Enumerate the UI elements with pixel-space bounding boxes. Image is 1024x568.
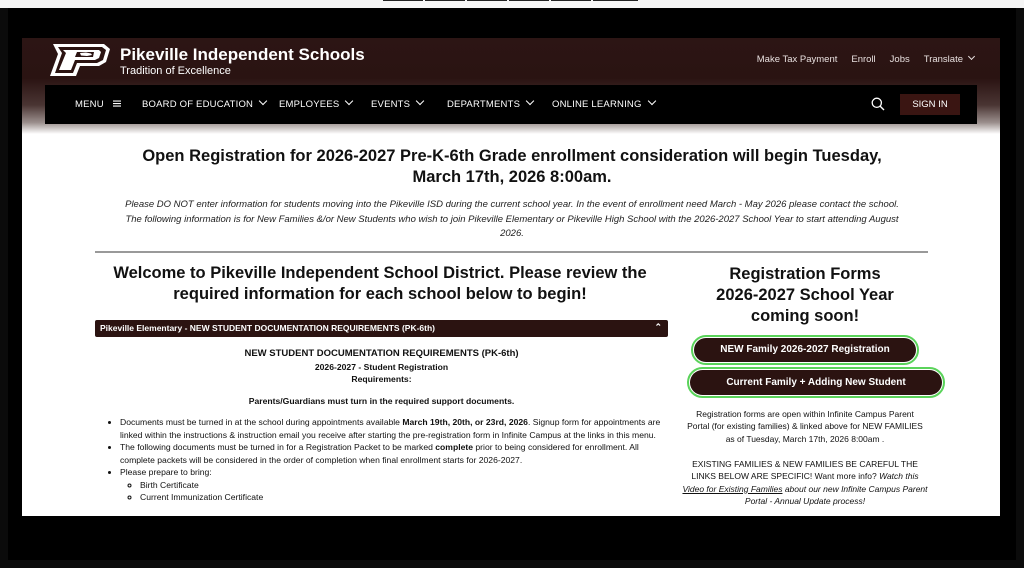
nav-board-of-education[interactable] xyxy=(142,99,266,110)
tab-bar-mark xyxy=(383,0,423,1)
list-item: ◦ Current Immunization Certificate xyxy=(140,491,668,504)
school-name[interactable]: Pikeville Independent Schools xyxy=(120,45,365,64)
list-item xyxy=(120,416,668,441)
current-family-registration-button[interactable]: Current Family + Adding New Student xyxy=(690,370,942,395)
menu-button[interactable] xyxy=(75,99,121,110)
site-header xyxy=(22,38,1000,134)
chevron-down-icon xyxy=(345,97,353,105)
registration-forms-title xyxy=(677,264,933,327)
existing-families-video-link[interactable]: Video for Existing Families xyxy=(682,483,783,494)
nav-employees[interactable] xyxy=(279,99,352,110)
chevron-down-icon xyxy=(968,53,975,60)
top-utility-links xyxy=(757,54,974,65)
nav-label: EVENTS xyxy=(371,99,411,110)
warning-tail-text: about our new Infinite Campus Parent Portal - Annual Update process! xyxy=(744,483,928,506)
welcome-line: Welcome to Pikeville Independent School District. Please review the xyxy=(113,264,647,282)
registration-headline xyxy=(82,146,942,188)
list-text: Documents must be turned in at the school during appointments available xyxy=(120,417,403,427)
browser-top-strip xyxy=(0,0,1024,8)
menu-label: MENU xyxy=(75,99,104,110)
enroll-link[interactable]: Enroll xyxy=(851,54,876,65)
tab-bar-mark xyxy=(425,0,465,1)
chevron-down-icon xyxy=(526,97,534,105)
headline-line: March 17th, 2026 8:00am. xyxy=(412,168,612,186)
accordion-title: Pikeville Elementary - NEW STUDENT DOCUMENTATION REQUIREMENTS (PK-6th) xyxy=(100,323,435,333)
registration-info: Registration forms are open within Infinite Campus Parent Portal (for existing families) & linked above for NEW FAMILIES as of Tuesday, March 17th, 2026 8:00am . xyxy=(687,409,923,444)
registration-note xyxy=(82,198,942,242)
title-line: 2026-2027 School Year xyxy=(716,286,894,304)
chevron-down-icon xyxy=(259,97,267,105)
make-tax-payment-link[interactable]: Make Tax Payment xyxy=(756,54,838,65)
title-line: coming soon! xyxy=(750,307,860,325)
nav-online-learning[interactable] xyxy=(552,99,655,110)
list-text: . Signup form for appointments are linked within the instructions & instruction email you receive after starting the pre-registration form in Infinite Campus at the links in this menu. xyxy=(120,417,661,440)
list-item xyxy=(120,441,668,466)
chevron-down-icon xyxy=(416,97,424,105)
requirements-subheading: 2026-2027 - Student Registration xyxy=(314,361,449,372)
chevron-down-icon xyxy=(647,97,655,105)
appointment-dates: March 19th, 20th, or 23rd, 2026 xyxy=(402,417,528,427)
divider xyxy=(95,251,928,253)
hamburger-icon xyxy=(113,100,121,107)
families-warning xyxy=(682,458,928,507)
complete-emphasis: complete xyxy=(435,442,474,452)
school-tagline: Tradition of Excellence xyxy=(120,65,231,77)
requirements-heading: NEW STUDENT DOCUMENTATION REQUIREMENTS (PK-6th) xyxy=(244,348,519,359)
warning-text: EXISTING FAMILIES & NEW FAMILIES BE CAREFUL THE LINKS BELOW ARE SPECIFIC! Want more info? xyxy=(691,459,918,482)
title-line: Registration Forms xyxy=(729,265,881,283)
tab-bar-mark xyxy=(509,0,549,1)
nav-events[interactable] xyxy=(371,99,423,110)
requirements-subheading: Requirements: xyxy=(351,374,412,384)
translate-label: Translate xyxy=(923,54,963,65)
note-line: The following information is for New Families &/or New Students who wish to join Pikeville Elementary or Pikeville High School with the 2026-2027 School Year to start attending August xyxy=(125,213,899,225)
welcome-heading xyxy=(95,263,665,305)
requirements-list xyxy=(95,416,668,504)
translate-dropdown[interactable] xyxy=(924,54,974,65)
headline-line: Open Registration for 2026-2027 Pre-K-6th Grade enrollment consideration will begin Tuesday, xyxy=(142,147,882,165)
tab-bar-mark xyxy=(593,0,638,1)
parents-note: Parents/Guardians must turn in the required support documents. xyxy=(248,395,515,406)
elementary-requirements-accordion[interactable] xyxy=(95,320,668,337)
jobs-link[interactable]: Jobs xyxy=(889,54,910,65)
list-item xyxy=(120,466,668,504)
nav-label: DEPARTMENTS xyxy=(447,99,521,110)
tab-bar-mark xyxy=(551,0,591,1)
list-text: prior to being considered for enrollment. All complete packets will be considered in the order of completion when final enrollment starts for 2026-2027. xyxy=(120,442,639,465)
note-line: Please DO NOT enter information for students moving into the Pikeville ISD during the current school year. In the event of enrollment need March - May 2026 please contact the school. xyxy=(125,199,899,210)
watch-text: Watch this xyxy=(879,471,919,482)
nav-label: ONLINE LEARNING xyxy=(552,99,642,110)
accordion-content xyxy=(95,348,668,504)
web-page xyxy=(22,38,1000,516)
list-item: ◦ Birth Certificate xyxy=(140,479,668,492)
note-line: 2026. xyxy=(500,228,524,239)
new-family-registration-button[interactable]: NEW Family 2026-2027 Registration xyxy=(694,338,916,362)
welcome-line: required information for each school below to begin! xyxy=(173,285,587,303)
list-text: The following documents must be turned in for a Registration Packet to be marked xyxy=(120,442,436,452)
nav-label: BOARD OF EDUCATION xyxy=(142,99,254,110)
list-text: Please prepare to bring: xyxy=(120,467,212,477)
nav-departments[interactable] xyxy=(447,99,533,110)
search-icon[interactable] xyxy=(871,97,885,111)
tab-bar-mark xyxy=(467,0,507,1)
pikeville-p-logo-icon[interactable] xyxy=(46,41,112,79)
main-nav-bar xyxy=(45,85,977,124)
chevron-up-icon: ⌃ xyxy=(654,322,662,332)
nav-label: EMPLOYEES xyxy=(279,99,340,110)
sign-in-button[interactable]: SIGN IN xyxy=(900,94,960,115)
documents-sublist xyxy=(120,479,668,504)
